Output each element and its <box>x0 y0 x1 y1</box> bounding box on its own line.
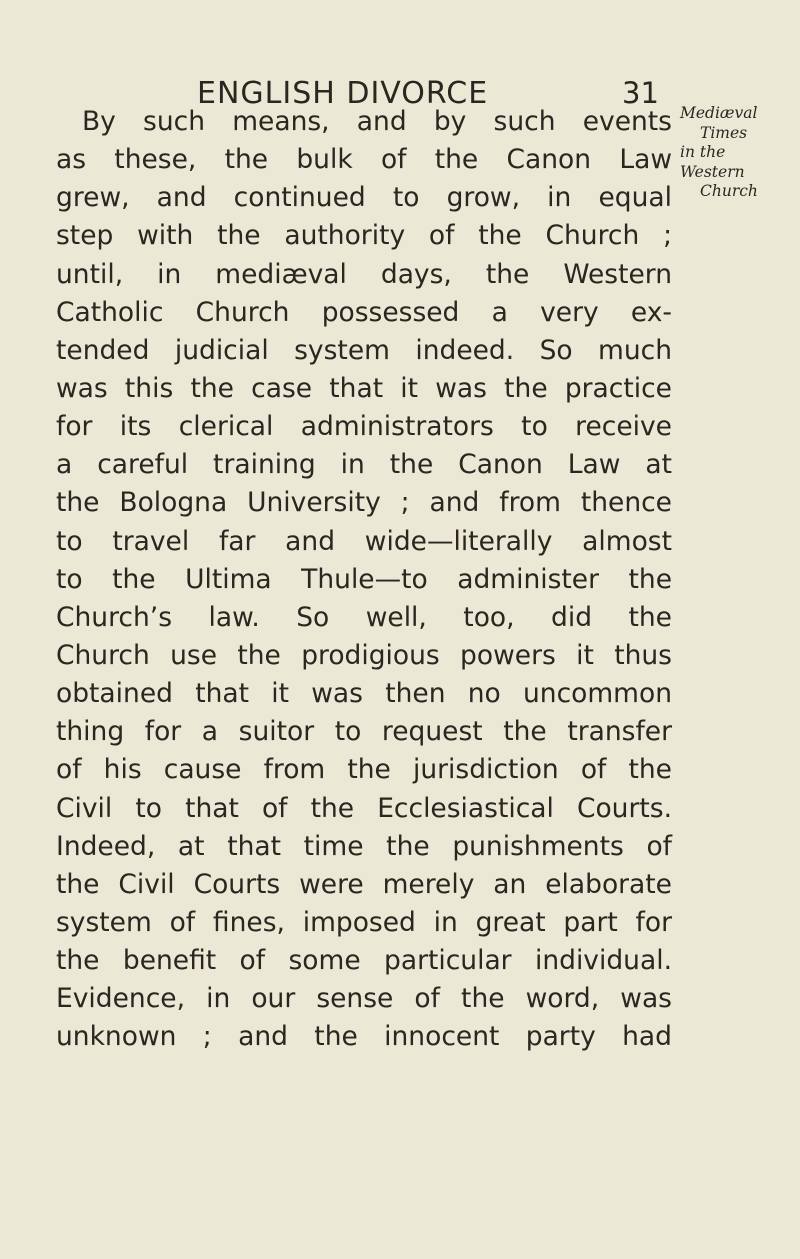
margin-note-line: Western <box>680 162 745 181</box>
body-paragraph <box>56 103 672 1057</box>
text-line: was this the case that it was the practice <box>56 372 672 404</box>
text-line: to travel far and wide—literally almost <box>56 525 672 557</box>
text-line: thing for a suitor to request the transfer <box>56 716 672 748</box>
text-line: a careful training in the Canon Law at <box>56 449 672 481</box>
text-line: tended judicial system indeed. So much <box>56 334 672 366</box>
text-line: the Bologna University ; and from thence <box>56 487 672 519</box>
margin-note <box>680 104 790 202</box>
text-line: By such means, and by such events <box>82 106 672 137</box>
text-line: the benefit of some particular individual. <box>56 945 672 977</box>
margin-note-line: Times <box>700 123 748 142</box>
text-line: Catholic Church possessed a very ex- <box>56 296 672 328</box>
text-line: to the Ultima Thule—to administer the <box>56 563 672 595</box>
margin-note-line: in the <box>680 143 726 161</box>
text-line: Evidence, in our sense of the word, was <box>56 983 672 1015</box>
text-line: unknown ; and the innocent party had <box>56 1021 672 1053</box>
text-line: obtained that it was then no uncommon <box>56 678 672 710</box>
margin-note-line: Church <box>700 182 758 200</box>
text-line: Indeed, at that time the punishments of <box>56 830 672 862</box>
margin-note-line: Mediæval <box>680 104 758 122</box>
text-line: step with the authority of the Church ; <box>56 220 672 252</box>
text-line: Church’s law. So well, too, did the <box>56 601 672 633</box>
text-line: Civil to that of the Ecclesiastical Courts. <box>56 792 672 824</box>
text-line: grew, and continued to grow, in equal <box>56 182 672 214</box>
text-line: until, in mediæval days, the Western <box>56 258 672 290</box>
text-line: system of fines, imposed in great part for <box>56 906 672 938</box>
page-number: 31 <box>622 76 659 110</box>
text-line: Church use the prodigious powers it thus <box>56 639 672 671</box>
text-line: the Civil Courts were merely an elaborate <box>56 868 672 900</box>
text-line: of his cause from the jurisdiction of the <box>56 754 672 786</box>
text-line: for its clerical administrators to receive <box>56 411 672 443</box>
text-line: as these, the bulk of the Canon Law <box>56 144 672 176</box>
running-title: ENGLISH DIVORCE <box>197 76 489 111</box>
